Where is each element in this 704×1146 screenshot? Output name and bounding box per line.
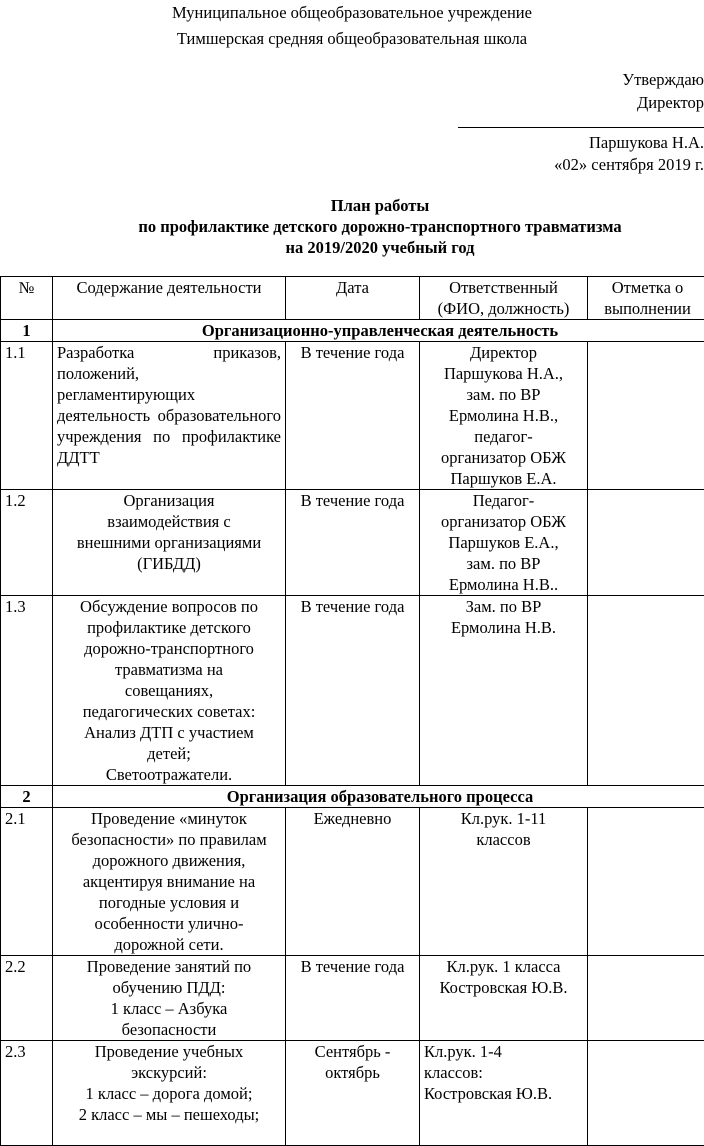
approval-position: Директор [637,92,704,113]
row-num: 2.1 [1,808,53,956]
row-mark [588,490,704,596]
doc-title: План работы [0,195,704,216]
row-responsible: Кл.рук. 1-11 классов [420,808,588,956]
row-mark [588,956,704,1041]
row-responsible: Педагог- организатор ОБЖ Паршуков Е.А., зам. по ВР Ермолина Н.В.. [420,490,588,596]
table-row [1,808,704,956]
row-responsible: Зам. по ВР Ермолина Н.В. [420,596,588,786]
table-row [1,490,704,596]
row-content: Проведение учебных экскурсий: 1 класс – дорога домой; 2 класс – мы – пешеходы; [53,1041,286,1146]
doc-year: на 2019/2020 учебный год [0,237,704,258]
doc-subtitle: по профилактике детского дорожно-транспортного травматизма [0,216,704,237]
row-date: В течение года [286,490,420,596]
row-date: Ежедневно [286,808,420,956]
section-title: Организационно-управленческая деятельность [53,320,704,342]
row-mark [588,342,704,490]
row-date: Сентябрь - октябрь [286,1041,420,1146]
section-title: Организация образовательного процесса [53,786,704,808]
row-date: В течение года [286,956,420,1041]
row-content: Организация взаимодействия с внешними организациями (ГИБДД) [53,490,286,596]
row-num: 1.1 [1,342,53,490]
row-mark [588,1041,704,1146]
signature-line [458,127,704,128]
row-content: Проведение занятий по обучению ПДД: 1 класс – Азбука безопасности [53,956,286,1041]
table-header-row [1,277,704,320]
org-name-line1: Муниципальное общеобразовательное учреждение [0,2,704,23]
row-num: 2.3 [1,1041,53,1146]
row-mark [588,596,704,786]
approval-label: Утверждаю [622,69,704,90]
table-row [1,1041,704,1146]
section-num: 2 [1,786,53,808]
table-row [1,342,704,490]
row-responsible: Директор Паршукова Н.А., зам. по ВР Ермолина Н.В., педагог- организатор ОБЖ Паршуков Е.А. [420,342,588,490]
section-num: 1 [1,320,53,342]
row-date: В течение года [286,596,420,786]
col-header-responsible: Ответственный (ФИО, должность) [420,277,588,320]
row-num: 1.3 [1,596,53,786]
approval-date: «02» сентября 2019 г. [554,154,704,175]
approval-name: Паршукова Н.А. [589,132,704,153]
row-content: Разработка приказов, положений, регламентирующих деятельность образовательного учреждения по профилактике ДДТТ [53,342,286,490]
row-content: Проведение «минуток безопасности» по правилам дорожного движения, акцентируя внимание на погодные условия и особенности улично- дорожной сети. [53,808,286,956]
col-header-num: № [1,277,53,320]
org-name-line2: Тимшерская средняя общеобразовательная школа [0,28,704,49]
table-row [1,956,704,1041]
plan-table [0,276,704,1146]
row-date: В течение года [286,342,420,490]
section-row [1,320,704,342]
row-responsible: Кл.рук. 1 класса Костровская Ю.В. [420,956,588,1041]
row-num: 1.2 [1,490,53,596]
row-num: 2.2 [1,956,53,1041]
table-row [1,596,704,786]
col-header-mark: Отметка о выполнении [588,277,704,320]
row-mark [588,808,704,956]
section-row [1,786,704,808]
col-header-date: Дата [286,277,420,320]
col-header-content: Содержание деятельности [53,277,286,320]
row-responsible: Кл.рук. 1-4 классов: Костровская Ю.В. [420,1041,588,1146]
row-content: Обсуждение вопросов по профилактике детского дорожно-транспортного травматизма на совещаниях, педагогических советах: Анализ ДТП с участием детей; Светоотражатели. [53,596,286,786]
